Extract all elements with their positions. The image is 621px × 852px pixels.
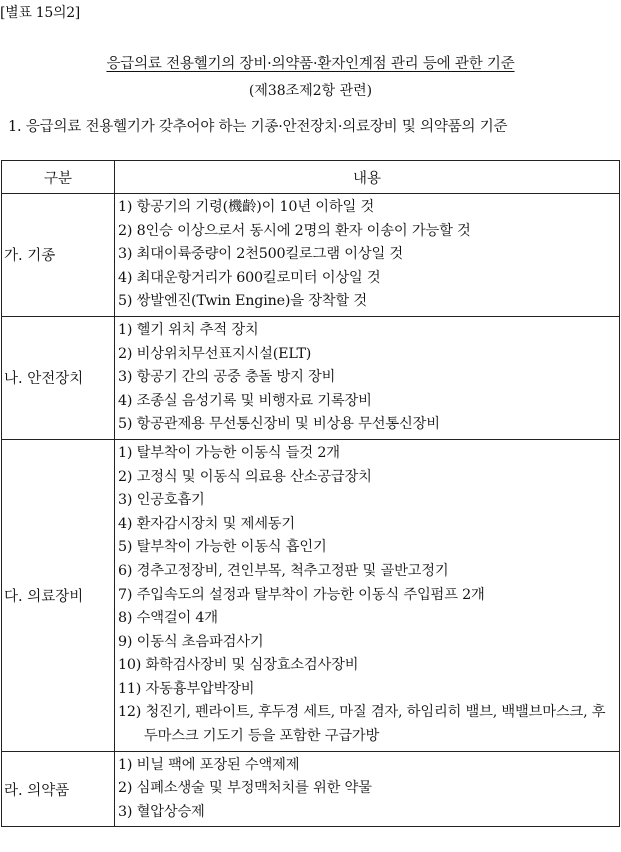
list-item: 1) 항공기의 기령(機齡)이 10년 이하일 것 [118, 199, 375, 215]
row-items [115, 194, 620, 317]
list-item: 12) 청진기, 펜라이트, 후두경 세트, 마질 겸자, 하임리히 밸브, 백밸브마스크, 후두마스크 기도기 등을 포함한 구급가방 [118, 704, 606, 745]
list-item: 4) 조종실 음성기록 및 비행자료 기록장비 [118, 392, 372, 409]
row-items [115, 439, 620, 751]
list-item: 9) 이동식 초음파검사기 [118, 633, 264, 650]
section-heading: 1. 응급의료 전용헬기가 갖추어야 하는 기종·안전장치·의료장비 및 의약품의 기준 [8, 119, 508, 135]
document-subtitle: (제38조제2항 관련) [248, 83, 373, 99]
list-item: 1) 헬기 위치 추적 장치 [118, 321, 259, 338]
row-items [115, 316, 620, 439]
list-item: 2) 고정식 및 이동식 의료용 산소공급장치 [118, 468, 372, 485]
list-item: 7) 주입속도의 설정과 탈부착이 가능한 이동식 주입펌프 2개 [118, 586, 485, 603]
row-category: 다. 의료장비 [2, 439, 115, 751]
list-item: 1) 비닐 팩에 포장된 수액제제 [118, 756, 300, 773]
standards-table [1, 160, 620, 827]
table-row [2, 194, 620, 317]
table-row [2, 751, 620, 827]
list-item: 1) 탈부착이 가능한 이동식 들것 2개 [118, 444, 340, 461]
list-item: 3) 혈압상승제 [118, 803, 205, 820]
list-item: 3) 항공기 간의 공중 충돌 방지 장비 [118, 369, 336, 386]
row-items [115, 751, 620, 827]
list-item: 3) 인공호흡기 [118, 492, 205, 509]
row-category: 가. 기종 [2, 194, 115, 317]
row-category: 나. 안전장치 [2, 316, 115, 439]
list-item: 3) 최대이륙중량이 2천500킬로그램 이상일 것 [118, 246, 404, 263]
table-row [2, 439, 620, 751]
list-item: 5) 쌍발엔진(Twin Engine)을 장착할 것 [118, 293, 367, 310]
table-row [2, 316, 620, 439]
row-category: 라. 의약품 [2, 751, 115, 827]
list-item: 5) 항공관제용 무선통신장비 및 비상용 무선통신장비 [118, 416, 440, 433]
header-category: 구분 [2, 161, 115, 194]
list-item: 5) 탈부착이 가능한 이동식 흡인기 [118, 539, 327, 556]
list-item: 11) 자동흉부압박장비 [118, 680, 255, 697]
list-item: 2) 8인승 이상으로서 동시에 2명의 환자 이송이 가능할 것 [118, 222, 471, 239]
list-item: 8) 수액걸이 4개 [118, 610, 218, 627]
document-title: 응급의료 전용헬기의 장비·의약품·환자인계점 관리 등에 관한 기준 [106, 56, 515, 72]
list-item: 10) 화학검사장비 및 심장효소검사장비 [118, 657, 359, 674]
list-item: 4) 최대운항거리가 600킬로미터 이상일 것 [118, 269, 381, 286]
list-item: 2) 심폐소생술 및 부정맥처치를 위한 약물 [118, 780, 372, 797]
list-item: 4) 환자감시장치 및 제세동기 [118, 515, 296, 532]
list-item: 2) 비상위치무선표지시설(ELT) [118, 345, 312, 362]
list-item: 6) 경추고정장비, 견인부목, 척추고정판 및 골반고정기 [118, 562, 449, 579]
table-header-row [2, 161, 620, 194]
annex-label: [별표 15의2] [0, 5, 80, 21]
header-content: 내용 [115, 161, 620, 194]
